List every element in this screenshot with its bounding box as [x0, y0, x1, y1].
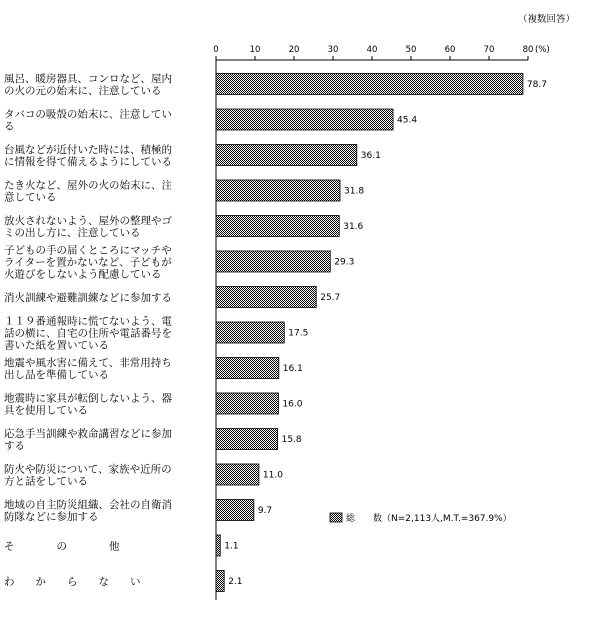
category-label: ライターを置かないなど、子どもが: [4, 256, 172, 269]
category-label: 子どもの手の届くところにマッチや: [4, 244, 172, 257]
bar: [216, 216, 339, 237]
category-label: １１９番通報時に慌てないよう、電: [4, 315, 172, 328]
category-label: 方と話をしている: [4, 475, 88, 488]
category-label: 地域の自主防災組織、会社の自衛消: [4, 499, 172, 511]
bar: [216, 464, 259, 485]
bar: [216, 500, 254, 521]
bar: [216, 322, 284, 343]
x-tick-label: 10: [249, 45, 261, 55]
category-label: 防隊などに参加する: [4, 511, 99, 523]
category-label: 防火や防災について、家族や近所の: [4, 463, 172, 476]
category-label: わ か ら な い: [4, 576, 141, 588]
category-label: 出し品を準備している: [4, 369, 109, 381]
category-label: ミの出し方に、注意している: [4, 227, 141, 239]
bar-value-label: 1.1: [224, 541, 239, 552]
legend-swatch: [330, 513, 342, 522]
category-label: る: [4, 120, 15, 133]
bar: [216, 145, 357, 166]
bar-value-label: 11.0: [262, 470, 283, 481]
bar-value-label: 17.5: [288, 328, 309, 339]
bar: [216, 429, 278, 450]
bar-value-label: 31.6: [343, 222, 364, 232]
x-tick-label: 80: [522, 45, 534, 55]
bar: [216, 74, 523, 95]
category-label: 消火訓練や避難訓練などに参加する: [4, 292, 172, 304]
bar: [216, 393, 278, 414]
category-label: 台風などが近付いた時には、積極的: [4, 144, 172, 156]
x-axis-unit: (%): [535, 45, 550, 55]
category-label: 放火されないよう、屋外の整理やゴ: [4, 215, 172, 227]
legend: [330, 512, 512, 524]
bar: [216, 287, 316, 308]
category-label: 地震時に家具が転倒しないよう、器: [4, 392, 172, 405]
bar-value-label: 36.1: [360, 151, 381, 161]
x-tick-label: 70: [483, 45, 495, 55]
bar-value-label: 15.8: [281, 435, 302, 445]
category-label: 地震や風水害に備えて、非常用持ち: [4, 357, 172, 369]
bar-value-label: 16.1: [282, 364, 303, 374]
category-label: の火の元の始末に、注意している: [4, 85, 162, 97]
bar: [216, 571, 224, 592]
x-tick-label: 30: [327, 45, 339, 55]
bar-value-label: 29.3: [334, 257, 355, 268]
multiple-answer-note: （複数回答）: [517, 14, 575, 25]
x-tick-label: 20: [288, 45, 300, 55]
bar-value-label: 25.7: [320, 293, 341, 303]
bar: [216, 358, 279, 379]
bar: [216, 180, 340, 201]
bar-value-label: 16.0: [282, 399, 303, 410]
x-tick-label: 60: [444, 45, 456, 55]
x-tick-label: 40: [366, 45, 378, 55]
bar-value-label: 45.4: [397, 115, 418, 126]
category-label: そ の 他: [4, 540, 120, 553]
category-label: タバコの吸殻の始末に、注意してい: [4, 108, 172, 121]
bar-value-label: 78.7: [526, 80, 547, 90]
legend-label: 総 数（N=2,113人,M.T.=367.9%）: [346, 514, 512, 524]
category-label: 意している: [4, 191, 57, 204]
category-label: たき火など、屋外の火の始末に、注: [4, 179, 172, 192]
bar-value-label: 9.7: [257, 506, 273, 516]
x-tick-label: 50: [405, 45, 417, 55]
category-label: 風呂、暖房器具、コンロなど、屋内: [4, 73, 172, 85]
category-label: 話の横に、自宅の住所や電話番号を: [4, 327, 172, 340]
category-label: する: [4, 440, 25, 452]
bar-value-label: 2.1: [228, 577, 243, 587]
x-tick-label: 0: [213, 45, 219, 55]
category-label: に情報を得て備えるようにしている: [4, 156, 172, 168]
bar: [216, 251, 330, 272]
category-label: 具を使用している: [4, 404, 88, 417]
category-label: 応急手当訓練や救命講習などに参加: [4, 428, 172, 440]
category-label: 火遊びをしないよう配慮している: [4, 268, 162, 281]
bar-value-label: 31.8: [344, 186, 365, 197]
bar: [216, 535, 220, 556]
bar: [216, 109, 393, 130]
category-label: 書いた紙を置いている: [4, 339, 109, 352]
